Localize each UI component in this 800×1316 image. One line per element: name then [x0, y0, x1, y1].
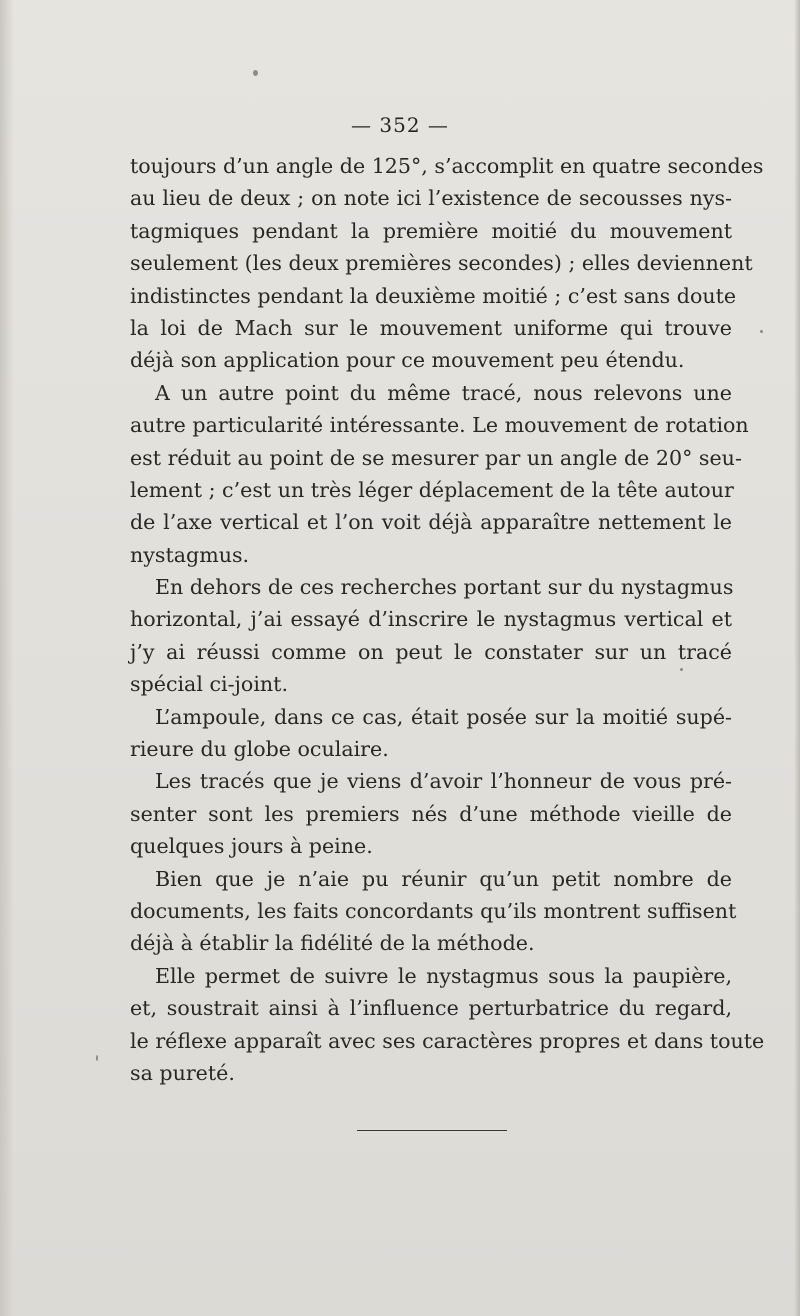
- text-line: documents, les faits concordants qu’ils montrent suffisent: [130, 898, 737, 923]
- text-line: A un autre point du même tracé, nous relevons une: [155, 380, 732, 405]
- text-line: j’y ai réussi comme on peut le constater sur un tracé: [130, 639, 732, 664]
- text-line: au lieu de deux ; on note ici l’existence de secousses nys-: [130, 186, 732, 211]
- page-edge-shadow: [794, 0, 800, 1316]
- text-line: Les tracés que je viens d’avoir l’honneur de vous pré-: [155, 769, 732, 794]
- page-gutter-shadow: [0, 0, 14, 1316]
- text-line: déjà à établir la fidélité de la méthode.: [130, 931, 535, 956]
- paragraph: [130, 377, 749, 571]
- paragraph: [130, 571, 732, 701]
- body-text: [130, 150, 765, 1089]
- paper-speck: [760, 330, 763, 333]
- text-line: Bien que je n’aie pu réunir qu’un petit nombre de: [155, 866, 732, 891]
- text-line: nystagmus.: [130, 542, 250, 567]
- text-line: quelques jours à peine.: [130, 834, 373, 859]
- text-line: est réduit au point de se mesurer par un angle de 20° seu-: [130, 445, 742, 470]
- text-line: En dehors de ces recherches portant sur du nystagmus: [155, 575, 734, 600]
- text-line: sa pureté.: [130, 1060, 235, 1085]
- end-rule: [357, 1130, 507, 1131]
- page-number: — 352 —: [351, 113, 449, 137]
- paper-speck: [253, 70, 258, 76]
- text-line: de l’axe vertical et l’on voit déjà apparaître nettement le: [130, 510, 732, 535]
- text-line: horizontal, j’ai essayé d’inscrire le nystagmus vertical et: [130, 607, 732, 632]
- text-line: et, soustrait ainsi à l’influence perturbatrice du regard,: [130, 996, 732, 1021]
- paragraph: [130, 960, 765, 1090]
- text-line: rieure du globe oculaire.: [130, 737, 389, 762]
- paragraph: [130, 765, 732, 862]
- text-line: senter sont les premiers nés d’une méthode vieille de: [130, 801, 732, 826]
- paragraph: [130, 863, 737, 960]
- text-line: L’ampoule, dans ce cas, était posée sur la moitié supé-: [155, 704, 732, 729]
- text-line: indistinctes pendant la deuxième moitié ; c’est sans doute: [130, 283, 737, 308]
- text-line: la loi de Mach sur le mouvement uniforme qui trouve: [130, 315, 732, 340]
- paragraph: [130, 701, 732, 766]
- text-line: toujours d’un angle de 125°, s’accomplit en quatre secondes: [130, 154, 764, 178]
- paragraph: [130, 150, 764, 377]
- text-line: spécial ci-joint.: [130, 672, 289, 697]
- text-line: Elle permet de suivre le nystagmus sous la paupière,: [155, 963, 732, 988]
- text-line: lement ; c’est un très léger déplacement de la tête autour: [130, 477, 734, 502]
- text-line: déjà son application pour ce mouvement peu étendu.: [130, 348, 685, 373]
- text-line: seulement (les deux premières secondes) ; elles deviennent: [130, 251, 753, 276]
- paper-speck: [96, 1055, 98, 1061]
- text-line: tagmiques pendant la première moitié du mouvement: [130, 218, 732, 243]
- text-line: le réflexe apparaît avec ses caractères propres et dans toute: [130, 1028, 765, 1053]
- text-line: autre particularité intéressante. Le mouvement de rotation: [130, 413, 749, 438]
